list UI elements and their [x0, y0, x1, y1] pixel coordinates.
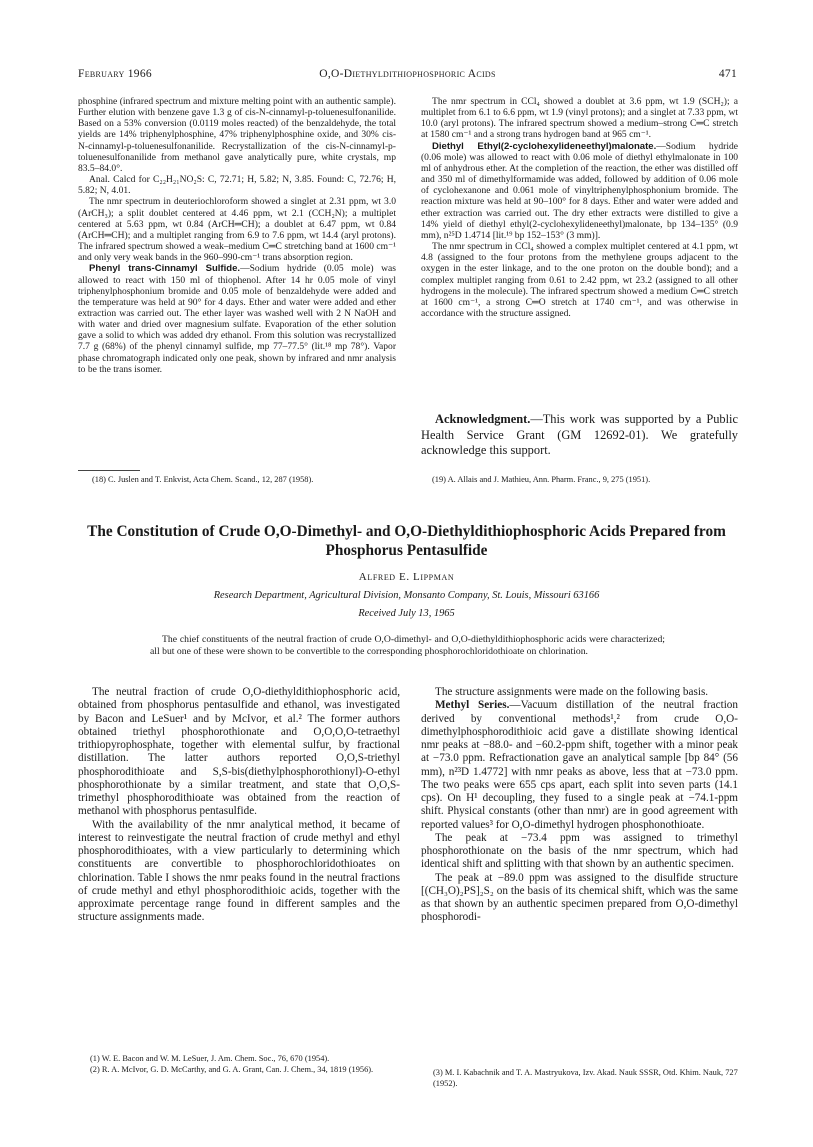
section-heading: Methyl Series.: [435, 699, 510, 712]
section-heading: Diethyl Ethyl(2-cyclohexylideneethyl)malonate.: [432, 140, 657, 152]
paragraph: The structure assignments were made on the following basis.: [435, 686, 709, 698]
header-date: February 1966: [78, 68, 152, 80]
paragraph: [421, 699, 738, 832]
paragraph: phosphine (infrared spectrum and mixture melting point with an authentic sample). Further elution with benzene gave 1.3 g of cis-N-cinnamyl-p-toluenesulfonanilide. Based on a 53% conversion (0.0119 moles reacted) of the benzaldehyde, the total yields are 14% triphenylphosphine, 47% triphenylphosphine oxide, and 30% cis-N-cinnamyl-p-toluenesulfonanilide. Recrystallization of the cis-N-cinnamyl-p-toluenesulfonanilide from methanol gave analytically pure, white crystals, mp 83.5–84.0°.: [78, 96, 396, 174]
bottom-left-column: [78, 686, 400, 1052]
paragraph-text: —Sodium hydride (0.05 mole) was allowed to react with 150 ml of thiophenol. After 14 hr 0.05 mole of vinyl triphenylphosphonium bromide and 0.05 mole of benzaldehyde were added and the temperature was held at 90° for 4 days. Ether and water were added and ether extraction was carried out. The ether layer was washed well with 2 N NaOH and with water and dried over magnesium sulfate. Evaporation of the ether solution gave a solid to which was added dry ethanol. From this solution was recrystallized 7.7 g (68%) of the phenyl cinnamyl sulfide, mp 77–77.5° (lit.¹⁸ mp 78°). Vapor phase chromatograph indicated only one peak, shown by infrared and nmr analysis to be the trans isomer.: [78, 263, 396, 375]
acknowledgment-text: —This work was supported by a Public Health Service Grant (GM 12692-01). We gratefully acknowledge this support.: [421, 412, 738, 457]
paragraph: [78, 263, 396, 375]
article-affiliation: Research Department, Agricultural Division, Monsanto Company, St. Louis, Missouri 63166: [213, 590, 600, 601]
paragraph: The peak at −73.4 ppm was assigned to trimethyl phosphorothionate on the basis of the nmr spectrum, which had identical shift and splitting with that shown by an authentic specimen.: [421, 831, 738, 871]
paragraph: The nmr spectrum in CCl₄ showed a doublet at 3.6 ppm, wt 1.9 (SCH₂); a multiplet from 6.1 to 6.6 ppm, wt 1.9 (vinyl protons); and a singlet at 7.33 ppm, wt 10.0 (aryl protons). The infrared spectrum showed a medium–strong C═C stretch at 1580 cm⁻¹ and a strong trans hydrogen band at 965 cm⁻¹.: [421, 96, 738, 141]
section-heading: Phenyl trans-Cinnamyl Sulfide.: [89, 263, 241, 275]
article-author: Alfred E. Lippman: [358, 571, 455, 583]
footnote-1: (1) W. E. Bacon and W. M. LeSuer, J. Am. Chem. Soc., 76, 670 (1954).: [90, 1054, 330, 1063]
paragraph: The nmr spectrum in CCl₄ showed a complex multiplet centered at 4.1 ppm, wt 4.8 (assigned to the four protons from the methylene groups adjacent to the oxygen in the ester linkage, and to the one proton on the double bond); and a complex multiplet ranging from 0.61 to 2.42 ppm, wt 23.2 (assigned to all other hydrogens in the molecule). The infrared spectrum showed a medium C═C stretch at 1600 cm⁻¹, a strong C═O stretch at 1740 cm⁻¹, and was otherwise in accordance with the structure assigned.: [421, 241, 738, 319]
paragraph: [421, 141, 738, 241]
paragraph: The nmr spectrum in deuteriochloroform showed a singlet at 2.31 ppm, wt 3.0 (ArCH₃); a split doublet centered at 4.46 ppm, wt 2.1 (CCH₂N); a multiplet centered at 5.63 ppm, wt 0.84 (ArCH═CH); a doublet at 6.47 ppm, wt 0.84 (ArCH═CH); and a multiplet ranging from 6.9 to 7.6 ppm, wt 14.4 (aryl protons). The infrared spectrum showed a weak–medium C═C stretching band at 1600 cm⁻¹ and only very weak bands in the 960–990-cm⁻¹ trans absorption region.: [78, 196, 396, 264]
running-header: [78, 68, 737, 84]
paragraph-text: —Sodium hydride (0.06 mole) was allowed to react with 0.06 mole of diethyl ethylmalonate in 100 ml of anhydrous ether. At the completion of the reaction, the ether was distilled off and 350 ml of dimethylformamide was added, followed by addition of 0.06 mole of cyclohexanone and 0.061 mole of vinyltriphenylphosphonium bromide. The reaction mixture was held at 90–100° for 8 days. Ether and water were added and ether extraction was carried out. The dry ether extracts were distilled to give a 14% yield of diethyl ethyl(2-cyclohexylideneethyl)malonate, bp 134–135° (0.9 mm), n²⁵D 1.4714 [lit.¹⁹ bp 152–153° (3 mm)].: [421, 140, 738, 241]
paragraph: With the availability of the nmr analytical method, it became of interest to reinvestigate the neutral fraction of crude methyl and ethyl phosphorodithioates, with a view particularly to determining which constituents are convertible to phosphorochloridothioates on chlorination. Table I shows the nmr peaks found in the neutral fractions of crude methyl and ethyl phosphorodithioic acids, together with the approximate percentage range found in different samples and the structure assignments made.: [78, 818, 400, 924]
abstract: The chief constituents of the neutral fraction of crude O,O-dimethyl- and O,O-diethyldithiophosphoric acids were characterized; all but one of these were shown to be convertible to the corresponding phosphorochloridothioate on chlorination.: [150, 634, 665, 657]
bottom-left-footnotes: [78, 1054, 400, 1075]
footnote-18: (18) C. Juslen and T. Enkvist, Acta Chem. Scand., 12, 287 (1958).: [92, 475, 314, 484]
page-number: 471: [718, 68, 737, 80]
paragraph: The neutral fraction of crude O,O-diethyldithiophosphoric acid, obtained from phosphorus pentasulfide and ethanol, was investigated by Bacon and LeSuer¹ and by McIvor, et al.² The former authors obtained triethyl phosphorothionate and O,O,O,O-tetraethyl trithiopyrophosphate, together with elemental sulfur, by fractional distillation. The latter authors reported O,O,S-triethyl phosphorodithioate and S,S-bis(diethylphosphorothionyl)-O-ethyl phosphorothionate by a similar treatment, and state that O,O,S-trimethyl phosphorodithioate was obtained from the reaction of methanol with phosphorus pentasulfide.: [78, 686, 400, 818]
acknowledgment: [421, 412, 738, 459]
footnote-rule: [78, 470, 140, 471]
footnote-19: (19) A. Allais and J. Mathieu, Ann. Pharm. Franc., 9, 275 (1951).: [432, 475, 651, 484]
top-left-column: [78, 96, 396, 464]
header-journal-title: O,O-Diethyldithiophosphoric Acids: [319, 68, 496, 80]
acknowledgment-heading: Acknowledgment.: [435, 412, 531, 426]
footnote-3: (3) M. I. Kabachnik and T. A. Mastryukova, Izv. Akad. Nauk SSSR, Otd. Khim. Nauk, 727 (1952).: [433, 1068, 738, 1088]
bottom-right-footnotes: [421, 1068, 738, 1089]
bottom-right-column: [421, 686, 738, 1064]
paragraph: Anal. Calcd for C₂₂H₂₁NO₂S: C, 72.71; H, 5.82; N, 3.85. Found: C, 72.76; H, 5.82; N, 4.01.: [78, 174, 396, 197]
paragraph: The peak at −89.0 ppm was assigned to the disulfide structure [(CH₃O)₂PS]₂S₂ on the basis of its chemical shift, which was the same as that shown by an authentic specimen prepared from O,O-dimethyl phosphorodi-: [421, 871, 738, 924]
top-right-column: [421, 96, 738, 402]
article-title: The Constitution of Crude O,O-Dimethyl- and O,O-Diethyldithiophosphoric Acids Prepared from Phosphorus Pentasulfide: [87, 523, 726, 559]
footnote-2: (2) R. A. McIvor, G. D. McCarthy, and G. A. Grant, Can. J. Chem., 34, 1819 (1956).: [90, 1064, 374, 1074]
paragraph-text: —Vacuum distillation of the neutral fraction derived by conventional methods¹,² from crude O,O-dimethylphosphorodithioic acid gave a distillate showing identical nmr peaks at −88.0- and −60.2-ppm shift, together with a minor peak at −73.0 ppm. Refractionation gave an analytical sample [bp 84° (56 mm), n²³D 1.4772] with nmr peaks as above, less that at −73.0 ppm. The two peaks were 655 cps apart, each split into seven parts (14.1 cps). On H¹ decoupling, they fused to a single peak at −74.1-ppm shift. Physical constants (other than nmr) are in good agreement with reported values³ for O,O-dimethyl hydrogen phosphonothioate.: [421, 699, 738, 831]
received-date: Received July 13, 1965: [358, 608, 455, 619]
